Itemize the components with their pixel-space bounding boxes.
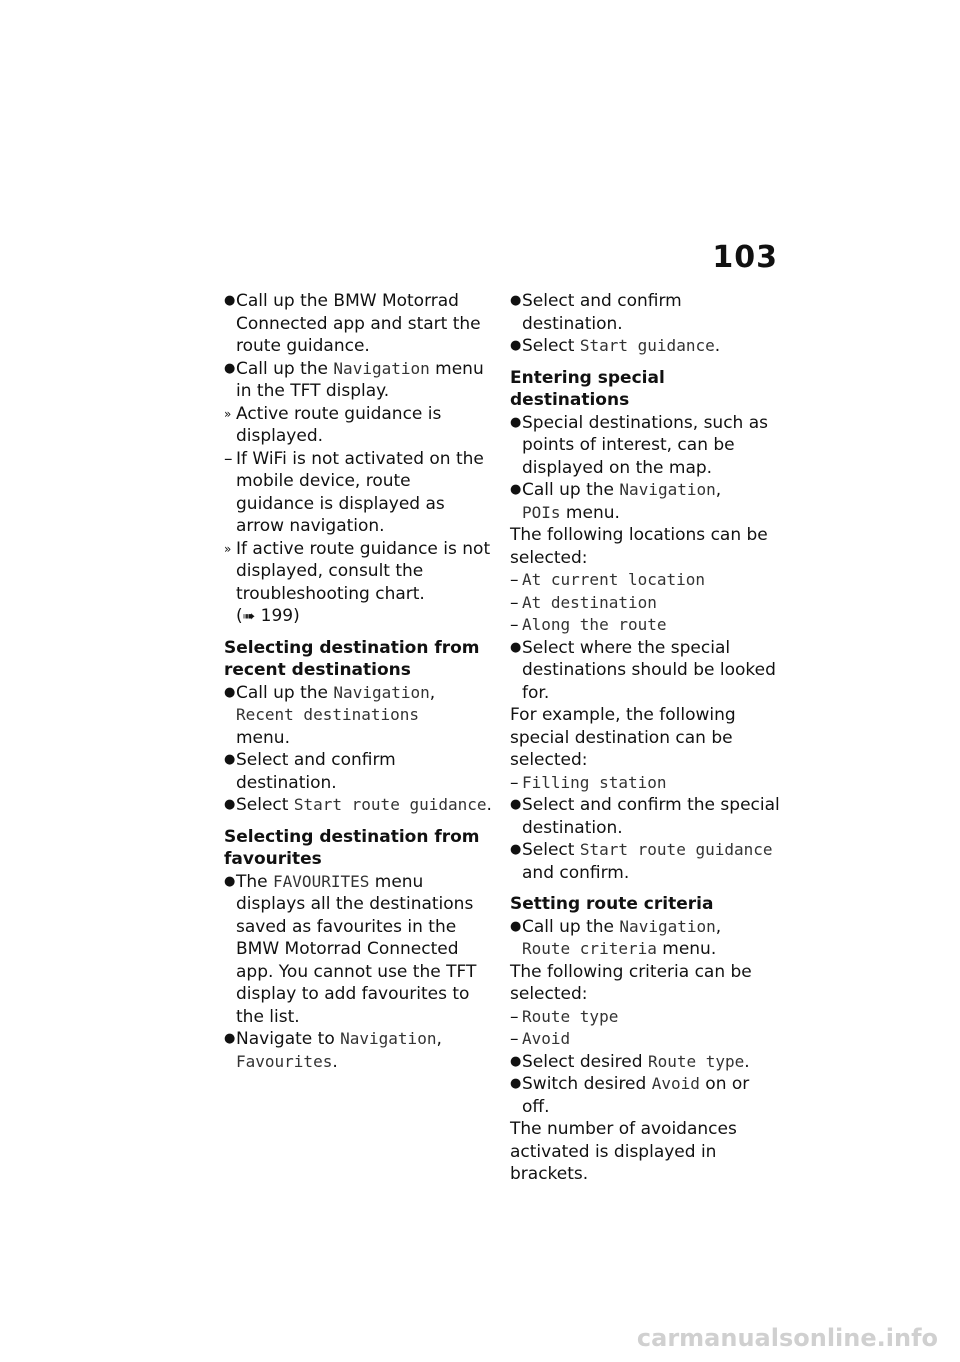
list-item — [224, 682, 492, 750]
instruction-text: Select and confirm destination. — [236, 750, 396, 793]
section-heading: Entering special destinations — [510, 367, 665, 410]
option-name: Along the route — [522, 615, 667, 634]
menu-name: FAVOURITES — [273, 871, 370, 891]
menu-name: Navigation — [619, 480, 716, 499]
instruction-text: Select — [522, 840, 580, 860]
list-item — [224, 358, 492, 403]
bullet-icon: ● — [510, 293, 522, 308]
result-text: Active route guidance is displayed. — [236, 403, 442, 446]
instruction-text: menu in the TFT display. — [236, 358, 484, 401]
instruction-text: Select where the special destinations should be looked for. — [522, 637, 776, 703]
menu-name: Navigation — [340, 1029, 437, 1048]
bullet-icon: ● — [510, 1053, 522, 1069]
instruction-text: menu. — [656, 939, 717, 959]
bullet-icon: ● — [224, 360, 236, 376]
paragraph: The following criteria can be selected: — [510, 961, 752, 1004]
result-icon: » — [224, 406, 232, 421]
list-item — [224, 794, 492, 817]
result-text: If active route guidance is not displayed, consult the troubleshooting chart. — [236, 538, 491, 604]
instruction-text: menu displays all the destinations saved as favourites in the BMW Motorrad Connected app. You cannot use the TFT display to add favourites to the list. — [236, 871, 477, 1027]
option-item — [510, 614, 782, 637]
menu-name: Start route guidance — [293, 795, 487, 814]
punctuation: . — [744, 1051, 750, 1072]
bullet-icon: ● — [224, 293, 236, 308]
instruction-text: Call up the — [522, 916, 620, 937]
instruction-text: Switch desired — [522, 1074, 652, 1094]
option-item — [510, 569, 782, 592]
instruction-text: Special destinations, such as points of interest, can be displayed on the map. — [522, 412, 769, 478]
result-item: » If active route guidance is not displayed, consult the troubleshooting chart. (➠ 199) — [224, 538, 491, 626]
bullet-icon: ● — [510, 482, 522, 497]
menu-name: Recent destinations — [236, 705, 420, 724]
bullet-icon: ● — [510, 414, 522, 430]
list-item — [224, 749, 492, 794]
result-item — [224, 403, 492, 448]
menu-name: Route type — [647, 1051, 745, 1071]
result-icon: » — [224, 541, 232, 556]
instruction-text: menu. — [236, 727, 290, 748]
separator: , — [715, 480, 722, 500]
dash-item — [224, 448, 492, 538]
dash-icon: – — [510, 772, 519, 793]
option-item — [510, 1006, 782, 1029]
instruction-text: Select — [522, 336, 580, 356]
bullet-icon: ● — [224, 797, 236, 812]
right-column — [510, 290, 782, 1186]
instruction-text: Select and confirm destination. — [522, 291, 682, 334]
punctuation: . — [486, 795, 492, 815]
menu-name: Navigation — [333, 682, 430, 702]
paragraph: The following locations can be selected: — [510, 525, 768, 568]
bullet-icon: ● — [224, 873, 236, 889]
list-item — [224, 871, 492, 1029]
page-number: 103 — [712, 240, 778, 275]
instruction-text: Select — [236, 795, 294, 815]
dash-icon: – — [510, 570, 519, 590]
option-name: Avoid — [522, 1029, 571, 1048]
instruction-text: Call up the BMW Motorrad Connected app and start the route guidance. — [236, 291, 481, 356]
bullet-icon: ● — [510, 639, 522, 655]
list-item — [224, 290, 492, 358]
bullet-icon: ● — [224, 1031, 236, 1046]
menu-name: Start guidance — [579, 336, 715, 355]
option-name: At destination — [522, 592, 657, 612]
bullet-icon: ● — [510, 797, 522, 812]
dash-icon: – — [510, 1029, 519, 1049]
menu-name: POIs — [522, 502, 561, 522]
paragraph: The number of avoidances activated is displayed in brackets. — [510, 1119, 737, 1184]
list-item — [510, 290, 782, 335]
instruction-text: Call up the — [236, 682, 334, 703]
option-name: Filling station — [522, 772, 667, 792]
menu-name: Navigation — [619, 916, 716, 936]
option-item — [510, 592, 782, 615]
bullet-icon: ● — [224, 752, 236, 767]
list-item — [510, 916, 782, 961]
instruction-text: Select desired — [522, 1051, 648, 1072]
option-item — [510, 772, 782, 795]
instruction-text: and confirm. — [522, 862, 630, 883]
separator: , — [429, 682, 436, 703]
page-reference-arrow-icon: ➠ — [242, 607, 256, 625]
instruction-text: menu. — [560, 502, 620, 523]
left-column — [224, 290, 492, 1073]
note-text: If WiFi is not activated on the mobile device, route guidance is displayed as arrow navigation. — [236, 448, 484, 536]
section-heading: Selecting destination from favourites — [224, 826, 480, 869]
list-item — [510, 1073, 782, 1118]
separator: , — [715, 916, 722, 937]
menu-name: Route criteria — [522, 939, 657, 958]
bullet-icon: ● — [510, 338, 522, 353]
list-item — [224, 1028, 492, 1073]
option-item — [510, 1028, 782, 1051]
menu-name: Favourites — [236, 1051, 333, 1071]
dash-icon: – — [510, 1006, 519, 1027]
dash-icon: – — [224, 448, 233, 469]
list-item — [510, 479, 782, 524]
bullet-icon: ● — [510, 842, 522, 857]
instruction-text: on or off. — [522, 1074, 750, 1117]
menu-name: Start route guidance — [579, 840, 773, 859]
paragraph: For example, the following special destination can be selected: — [510, 705, 736, 770]
instruction-text: Navigate to — [236, 1029, 341, 1049]
option-name: At current location — [522, 570, 706, 589]
dash-icon: – — [510, 615, 519, 635]
list-item — [510, 794, 782, 839]
bullet-icon: ● — [510, 1076, 522, 1091]
section-heading: Setting route criteria — [510, 894, 714, 914]
list-item — [510, 637, 782, 705]
list-item — [510, 839, 782, 884]
menu-name: Avoid — [651, 1074, 700, 1093]
instruction-text: Select and confirm the special destination. — [522, 795, 780, 838]
menu-name: Navigation — [333, 358, 430, 378]
bullet-icon: ● — [510, 918, 522, 934]
dash-icon: – — [510, 592, 519, 613]
list-item — [510, 335, 782, 358]
instruction-text: The — [236, 871, 274, 892]
bullet-icon: ● — [224, 684, 236, 700]
punctuation: . — [714, 336, 721, 356]
list-item — [510, 412, 782, 480]
instruction-text: Call up the — [236, 358, 334, 379]
page-reference[interactable]: 199 — [260, 606, 294, 626]
list-item — [510, 1051, 782, 1074]
instruction-text: Call up the — [522, 480, 620, 500]
section-heading: Selecting destination from recent destinations — [224, 637, 480, 680]
option-name: Route type — [522, 1006, 619, 1026]
separator: , — [436, 1029, 442, 1049]
punctuation: . — [332, 1051, 338, 1072]
watermark: carmanualsonline.info — [636, 1324, 938, 1352]
